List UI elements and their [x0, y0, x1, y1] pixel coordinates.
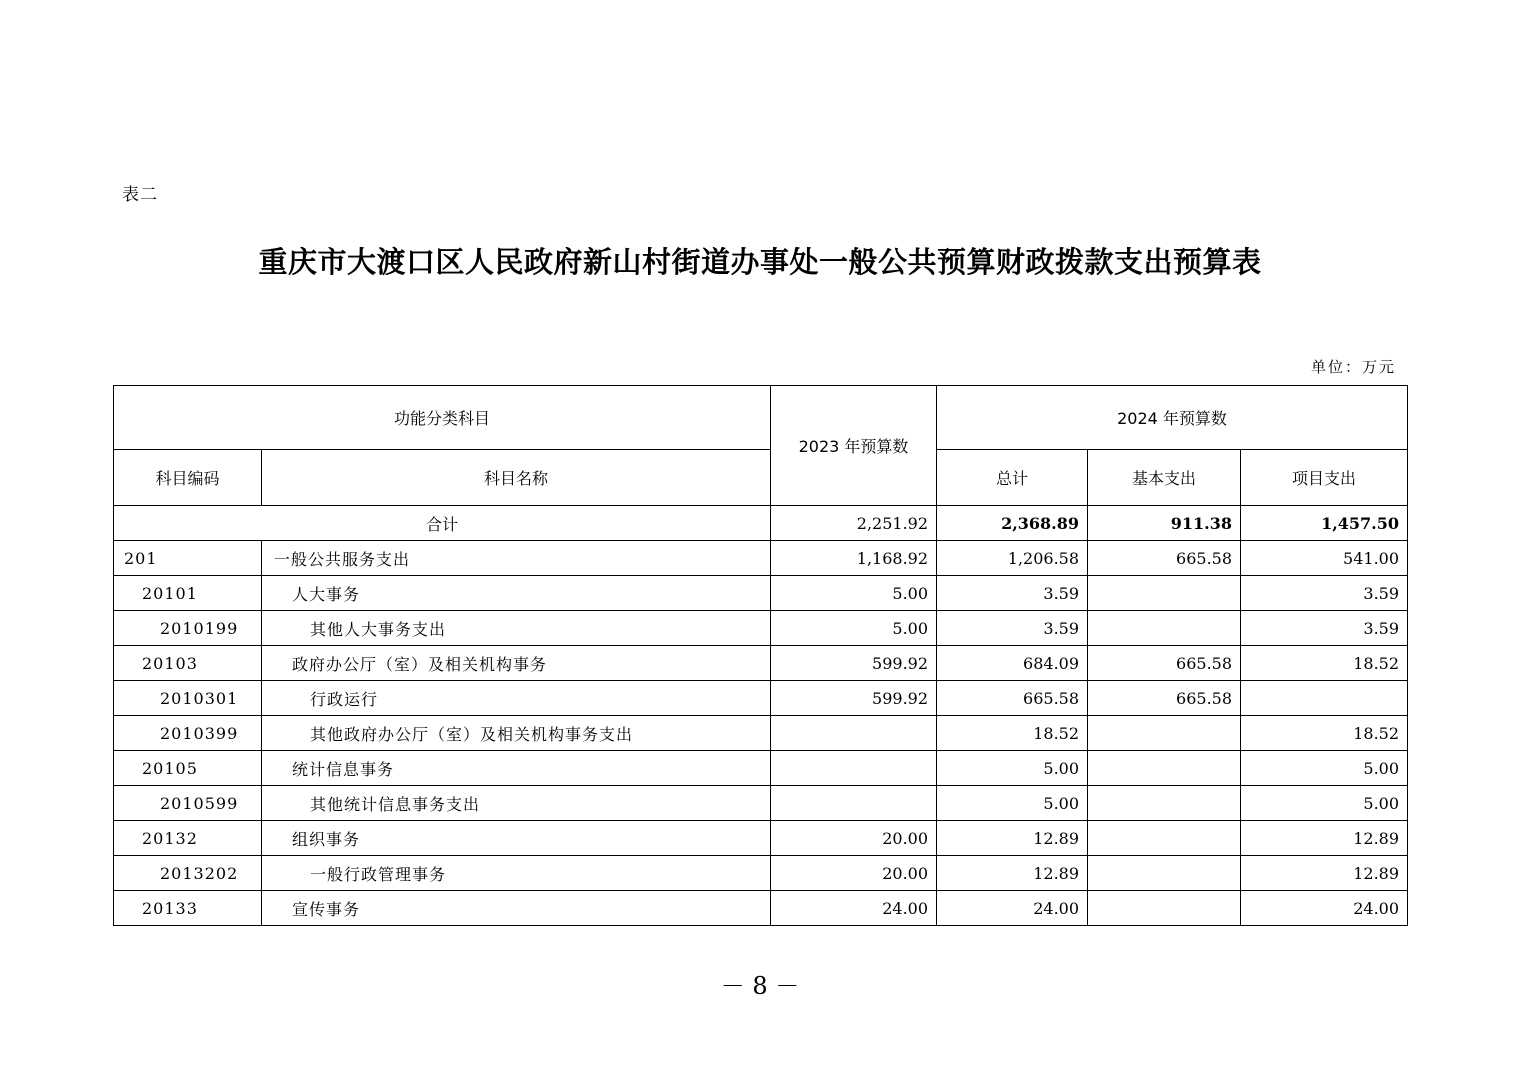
row-b2023: 20.00: [771, 856, 937, 891]
total-row: [114, 506, 1408, 541]
row-code: 2010599: [114, 786, 262, 821]
table-label: 表二: [122, 185, 158, 205]
header-project: 项目支出: [1241, 450, 1408, 506]
row-basic: 665.58: [1088, 541, 1241, 576]
header-func-category: 功能分类科目: [114, 386, 771, 450]
budget-table: [113, 385, 1408, 926]
row-b2023: [771, 751, 937, 786]
row-basic: 665.58: [1088, 681, 1241, 716]
header-budget-2023: 2023 年预算数: [771, 386, 937, 506]
row-name: 组织事务: [262, 821, 771, 856]
row-name: 人大事务: [262, 576, 771, 611]
row-project: 18.52: [1241, 716, 1408, 751]
row-name: 宣传事务: [262, 891, 771, 926]
row-total: 665.58: [937, 681, 1088, 716]
row-name: 其他政府办公厅（室）及相关机构事务支出: [262, 716, 771, 751]
row-basic: 665.58: [1088, 646, 1241, 681]
row-code: 20105: [114, 751, 262, 786]
row-code: 2013202: [114, 856, 262, 891]
table-row: [114, 611, 1408, 646]
table-row: [114, 646, 1408, 681]
table-row: [114, 786, 1408, 821]
header-basic: 基本支出: [1088, 450, 1241, 506]
total-total: 2,368.89: [937, 506, 1088, 541]
row-project: 5.00: [1241, 751, 1408, 786]
table-row: [114, 856, 1408, 891]
row-total: 18.52: [937, 716, 1088, 751]
row-b2023: 20.00: [771, 821, 937, 856]
row-name: 其他统计信息事务支出: [262, 786, 771, 821]
row-code: 20133: [114, 891, 262, 926]
header-name: 科目名称: [262, 450, 771, 506]
row-name: 一般公共服务支出: [262, 541, 771, 576]
unit-note: 单位：万元: [1310, 358, 1396, 376]
row-b2023: 1,168.92: [771, 541, 937, 576]
page-number: － 8 －: [720, 972, 800, 1000]
row-basic: [1088, 821, 1241, 856]
row-basic: [1088, 751, 1241, 786]
row-code: 2010399: [114, 716, 262, 751]
row-project: 3.59: [1241, 576, 1408, 611]
row-project: 24.00: [1241, 891, 1408, 926]
header-row-1: [114, 386, 1408, 450]
row-b2023: 5.00: [771, 576, 937, 611]
row-basic: [1088, 611, 1241, 646]
table-row: [114, 681, 1408, 716]
row-code: 2010301: [114, 681, 262, 716]
header-budget-2024: 2024 年预算数: [937, 386, 1408, 450]
row-name: 其他人大事务支出: [262, 611, 771, 646]
row-total: 3.59: [937, 611, 1088, 646]
table-row: [114, 716, 1408, 751]
row-name: 一般行政管理事务: [262, 856, 771, 891]
row-code: 20103: [114, 646, 262, 681]
row-basic: [1088, 716, 1241, 751]
row-b2023: 5.00: [771, 611, 937, 646]
table-row: [114, 541, 1408, 576]
row-name: 行政运行: [262, 681, 771, 716]
row-b2023: 599.92: [771, 646, 937, 681]
table-row: [114, 576, 1408, 611]
row-project: 12.89: [1241, 821, 1408, 856]
row-total: 3.59: [937, 576, 1088, 611]
row-code: 2010199: [114, 611, 262, 646]
row-total: 5.00: [937, 751, 1088, 786]
row-code: 201: [114, 541, 262, 576]
total-b2023: 2,251.92: [771, 506, 937, 541]
row-b2023: [771, 716, 937, 751]
table-row: [114, 891, 1408, 926]
row-name: 统计信息事务: [262, 751, 771, 786]
row-total: 12.89: [937, 821, 1088, 856]
table-row: [114, 821, 1408, 856]
row-basic: [1088, 856, 1241, 891]
row-project: 541.00: [1241, 541, 1408, 576]
row-project: [1241, 681, 1408, 716]
row-project: 18.52: [1241, 646, 1408, 681]
total-project: 1,457.50: [1241, 506, 1408, 541]
table-row: [114, 751, 1408, 786]
row-code: 20101: [114, 576, 262, 611]
row-b2023: [771, 786, 937, 821]
row-total: 1,206.58: [937, 541, 1088, 576]
row-basic: [1088, 786, 1241, 821]
row-basic: [1088, 891, 1241, 926]
row-total: 684.09: [937, 646, 1088, 681]
document-title: 重庆市大渡口区人民政府新山村街道办事处一般公共预算财政拨款支出预算表: [258, 245, 1262, 279]
row-total: 12.89: [937, 856, 1088, 891]
row-b2023: 599.92: [771, 681, 937, 716]
row-name: 政府办公厅（室）及相关机构事务: [262, 646, 771, 681]
row-total: 5.00: [937, 786, 1088, 821]
row-b2023: 24.00: [771, 891, 937, 926]
row-total: 24.00: [937, 891, 1088, 926]
header-code: 科目编码: [114, 450, 262, 506]
row-project: 5.00: [1241, 786, 1408, 821]
row-project: 12.89: [1241, 856, 1408, 891]
header-row-2: [114, 450, 1408, 506]
row-project: 3.59: [1241, 611, 1408, 646]
row-code: 20132: [114, 821, 262, 856]
total-label: 合计: [114, 506, 771, 541]
total-basic: 911.38: [1088, 506, 1241, 541]
header-total: 总计: [937, 450, 1088, 506]
row-basic: [1088, 576, 1241, 611]
